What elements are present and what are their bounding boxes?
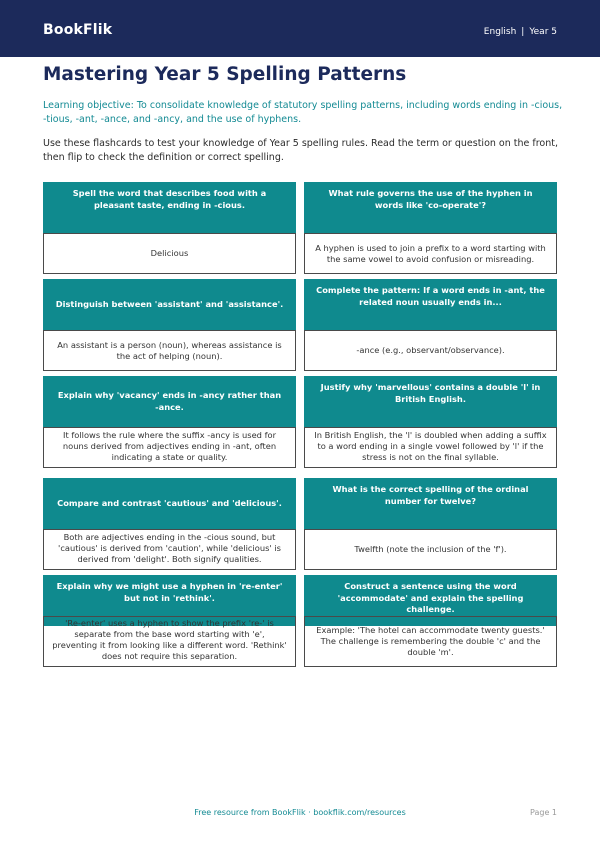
flashcard-2[interactable]: [304, 182, 557, 274]
breadcrumb-level[interactable]: Year 5: [529, 27, 557, 37]
top-bar: [0, 0, 600, 57]
flashcard-10[interactable]: [304, 575, 557, 667]
flashcard-back: Both are adjectives ending in the -cious sound, but 'cautious' is derived from 'caution', while 'delicious' is derived from 'delight'. Both signify qualities.: [43, 529, 296, 570]
flashcard-6[interactable]: [304, 376, 557, 468]
breadcrumb-separator: |: [521, 27, 525, 37]
flashcard-front: Complete the pattern: If a word ends in -ant, the related noun usually ends in...: [304, 279, 557, 330]
flashcard-back: Twelfth (note the inclusion of the 'f').: [304, 529, 557, 570]
flashcard-front: Explain why we might use a hyphen in 're-enter' but not in 'rethink'.: [43, 575, 296, 626]
flashcard-front: Spell the word that describes food with a pleasant taste, ending in -cious.: [43, 182, 296, 233]
flashcard-back: It follows the rule where the suffix -ancy is used for nouns derived from adjectives ending in -ant, often indicating a state or quality.: [43, 427, 296, 468]
flashcard-back: In British English, the 'l' is doubled when adding a suffix to a word ending in a single vowel followed by 'l' if the stress is not on the final syllable.: [304, 427, 557, 468]
flashcard-back: A hyphen is used to join a prefix to a word starting with the same vowel to avoid confusion or misreading.: [304, 233, 557, 274]
flashcard-front: Justify why 'marvellous' contains a double 'l' in British English.: [304, 376, 557, 427]
flashcard-9[interactable]: [43, 575, 296, 667]
page-title: Mastering Year 5 Spelling Patterns: [43, 64, 407, 85]
flashcard-back: Delicious: [43, 233, 296, 274]
flashcard-back: An assistant is a person (noun), whereas assistance is the act of helping (noun).: [43, 330, 296, 371]
flashcard-3[interactable]: [43, 279, 296, 371]
flashcard-8[interactable]: [304, 478, 557, 570]
flashcard-front: What is the correct spelling of the ordinal number for twelve?: [304, 478, 557, 529]
learning-objective: Learning objective: To consolidate knowledge of statutory spelling patterns, including words ending in -cious, -tious, -ant, -ance, and -ancy, and the use of hyphens.: [43, 100, 563, 125]
flashcard-7[interactable]: [43, 478, 296, 570]
flashcard-front: Construct a sentence using the word 'accommodate' and explain the spelling challenge.: [304, 575, 557, 626]
breadcrumb-subject[interactable]: English: [483, 27, 517, 37]
flashcard-front: What rule governs the use of the hyphen in words like 'co-operate'?: [304, 182, 557, 233]
flashcard-front: Compare and contrast 'cautious' and 'delicious'.: [43, 478, 296, 529]
flashcard-front: Distinguish between 'assistant' and 'assistance'.: [43, 279, 296, 330]
intro-text: Use these flashcards to test your knowledge of Year 5 spelling rules. Read the term or question on the front, then flip to check the definition or correct spelling.: [43, 138, 558, 163]
brand-logo[interactable]: BookFlik: [43, 22, 113, 38]
page-number: Page 1: [530, 808, 557, 817]
flashcard-back: -ance (e.g., observant/observance).: [304, 330, 557, 371]
flashcard-front: Explain why 'vacancy' ends in -ancy rather than -ance.: [43, 376, 296, 427]
flashcard-4[interactable]: [304, 279, 557, 371]
flashcard-5[interactable]: [43, 376, 296, 468]
footer-credit[interactable]: Free resource from BookFlik · bookflik.com/resources: [194, 808, 406, 817]
breadcrumb: [484, 27, 557, 37]
flashcard-back: Example: 'The hotel can accommodate twenty guests.' The challenge is remembering the double 'c' and the double 'm'.: [304, 616, 557, 667]
flashcard-back: 'Re-enter' uses a hyphen to show the prefix 're-' is separate from the base word starting with 'e', preventing it from looking like a different word. 'Rethink' does not require this separation.: [43, 616, 296, 667]
flashcard-1[interactable]: [43, 182, 296, 274]
